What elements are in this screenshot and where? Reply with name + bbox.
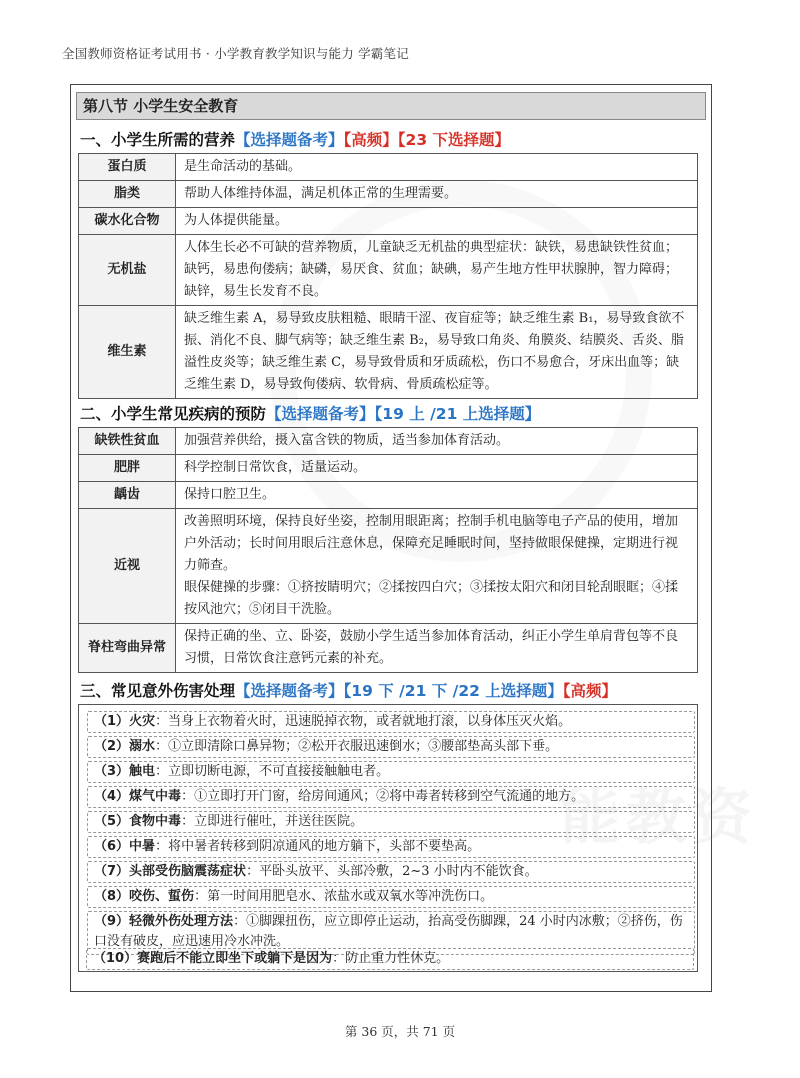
item-number: （7） [94,864,130,879]
item-text: ：将中暑者转移到阴凉通风的地方躺下，头部不要垫高。 [155,839,481,854]
item-number: （6） [94,839,130,854]
list-item [87,761,695,783]
item-term: 煤气中毒 [129,789,182,804]
item-number: （10） [93,951,138,966]
row-text: 保持正确的坐、立、卧姿，鼓励小学生适当参加体育活动，纠正小学生单肩背包等不良习惯，日常饮食注意钙元素的补充。 [176,624,698,673]
part1-tag-2: 【23 下选择题】 [397,131,511,149]
list-item [86,948,694,970]
item-text: ：①脚踝扭伤，应立即停止运动，抬高受伤脚踝，24 小时内冰敷；②挤伤，伤口没有破皮，应迅速用冷水冲洗。 [94,914,683,949]
row-key: 肥胖 [79,455,176,482]
part3-heading [80,679,617,701]
row-key: 脊柱弯曲异常 [79,624,176,673]
part2-tag-1: 【19 上 /21 上选择题】 [374,405,541,423]
table-row [79,482,698,509]
table-row [79,455,698,482]
list-item [87,836,695,858]
list-item [87,861,695,883]
row-key: 龋齿 [79,482,176,509]
item-text: ：平卧头放平、头部冷敷，2~3 小时内不能饮食。 [246,864,538,879]
item-term: 赛跑后不能立即坐下或躺下是因为 [137,951,333,966]
part3-tag-0: 【选择题备考】 [235,682,344,700]
injury-list [78,704,698,972]
part3-tag-1: 【19 下 /21 下 /22 上选择题】 [343,682,563,700]
list-item [87,736,695,758]
part3-tag-2: 【高频】 [562,682,618,700]
table-row [79,624,698,673]
part2-tag-0: 【选择题备考】 [266,405,375,423]
item-number: （5） [94,814,130,829]
table-row [79,428,698,455]
row-key: 近视 [79,509,176,624]
row-text: 帮助人体维持体温，满足机体正常的生理需要。 [176,181,698,208]
row-text: 是生命活动的基础。 [176,154,698,181]
section-title: 第八节 小学生安全教育 [76,92,706,120]
list-item [87,711,695,733]
table-row [79,181,698,208]
row-key: 蛋白质 [79,154,176,181]
part1-tag-0: 【选择题备考】 [235,131,344,149]
table-row [79,154,698,181]
item-number: （2） [94,739,130,754]
row-text: 人体生长必不可缺的营养物质，儿童缺乏无机盐的典型症状：缺铁，易患缺铁性贫血；缺钙，易患佝偻病；缺磷，易厌食、贫血；缺碘，易产生地方性甲状腺肿，智力障碍；缺锌，易生长发育不良。 [176,235,698,306]
item-term: 中暑 [129,839,156,854]
row-key: 无机盐 [79,235,176,306]
table-row [79,509,698,624]
row-text: 保持口腔卫生。 [176,482,698,509]
row-key: 维生素 [79,306,176,399]
part3-heading-text: 三、常见意外伤害处理 [80,682,236,700]
row-text-secondary: 眼保健操的步骤：①挤按睛明穴；②揉按四白穴；③揉按太阳穴和闭目轮刮眼眶；④揉按风池穴；⑤闭目干洗脸。 [184,580,679,617]
page-number: 第 36 页，共 71 页 [344,1024,456,1039]
running-header: 全国教师资格证考试用书 · 小学教育教学知识与能力 学霸笔记 [62,46,409,61]
item-number: （8） [94,889,130,904]
item-term: 溺水 [129,739,156,754]
row-text-block [176,509,698,624]
item-text: ：当身上衣物着火时，迅速脱掉衣物，或者就地打滚，以身体压灭火焰。 [155,714,572,729]
part1-heading-text: 一、小学生所需的营养 [80,131,236,149]
table-row [79,306,698,399]
disease-table [78,427,698,673]
item-term: 触电 [129,764,156,779]
part1-heading [80,128,510,150]
item-number: （1） [94,714,130,729]
row-key: 缺铁性贫血 [79,428,176,455]
item-number: （4） [94,789,130,804]
part1-tag-1: 【高频】 [343,131,398,149]
row-key: 碳水化合物 [79,208,176,235]
item-text: ：①立即打开门窗，给房间通风；②将中毒者转移到空气流通的地方。 [181,789,585,804]
item-term: 轻微外伤处理方法 [129,914,234,929]
row-text: 为人体提供能量。 [176,208,698,235]
nutrition-table [78,153,698,399]
part2-heading-text: 二、小学生常见疾病的预防 [80,405,267,423]
list-item [87,886,695,908]
watermark-text: 能教资 [560,783,758,853]
item-text: ：①立即清除口鼻异物；②松开衣服迅速倒水；③腰部垫高头部下垂。 [155,739,559,754]
list-item [87,811,695,833]
item-text: ：第一时间用肥皂水、浓盐水或双氧水等冲洗伤口。 [194,889,494,904]
row-text: 加强营养供给，摄入富含铁的物质，适当参加体育活动。 [176,428,698,455]
item-text: ：立即进行催吐，并送往医院。 [181,814,364,829]
item-term: 头部受伤脑震荡症状 [129,864,247,879]
item-text: ：防止重力性休克。 [332,951,450,966]
item-term: 火灾 [129,714,156,729]
item-text: ：立即切断电源，不可直接接触触电者。 [155,764,390,779]
row-text: 科学控制日常饮食，适量运动。 [176,455,698,482]
list-item [87,786,695,808]
part2-heading [80,402,540,424]
row-text: 缺乏维生素 A，易导致皮肤粗糙、眼睛干涩、夜盲症等；缺乏维生素 B₁，易导致食欲不振、消化不良、脚气病等；缺乏维生素 B₂，易导致口角炎、角膜炎、结膜炎、舌炎、脂溢性皮炎等；缺乏维生素 C，易导致骨质和牙质疏松，伤口不易愈合，牙床出血等；缺乏维生素 D，易导致佝偻病、软骨病、骨质疏松症等。 [176,306,698,399]
item-term: 食物中毒 [129,814,182,829]
row-text: 改善照明环境，保持良好坐姿，控制用眼距离；控制手机电脑等电子产品的使用，增加户外活动；长时间用眼后注意休息，保障充足睡眠时间，坚持做眼保健操，定期进行视力筛查。 [184,514,679,573]
item-number: （9） [94,914,130,929]
table-row [79,235,698,306]
table-row [79,208,698,235]
row-key: 脂类 [79,181,176,208]
item-term: 咬伤、蜇伤 [129,889,195,904]
item-number: （3） [94,764,130,779]
